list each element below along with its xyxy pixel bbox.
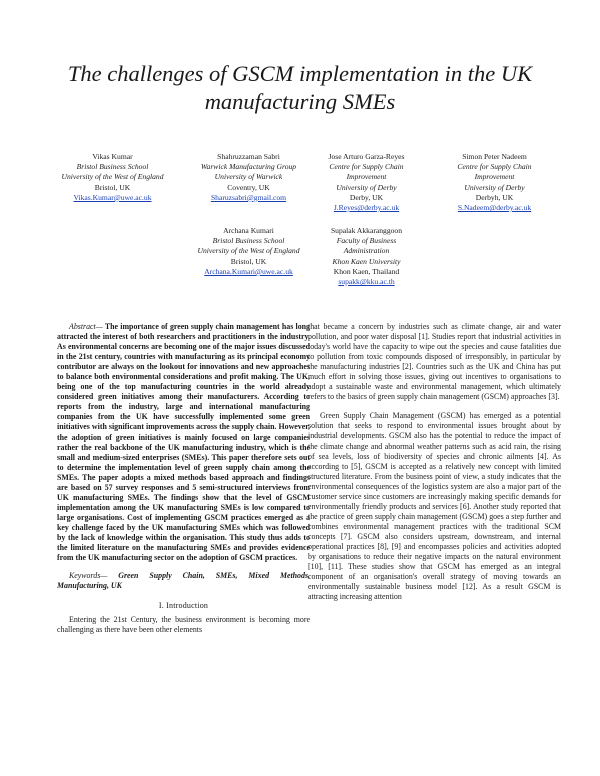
author-name: Simon Peter Nadeem <box>462 152 527 161</box>
author-location: Khon Kaen, Thailand <box>333 266 400 276</box>
author-affiliation: University of the West of England <box>61 172 164 182</box>
author-name: Shahruzzaman Sabri <box>217 152 280 161</box>
author-name: Jose Arturo Garza-Reyes <box>328 152 405 161</box>
author-name: Vikas Kumar <box>92 152 133 161</box>
author-affiliation: University of Derby <box>464 182 525 192</box>
section-heading: I. Introduction <box>158 601 209 611</box>
author-email-link[interactable]: J.Reyes@derby.ac.uk <box>333 203 400 213</box>
author-location: Coventry, UK <box>227 182 270 192</box>
paper-title <box>40 60 560 116</box>
author-location: Bristol, UK <box>230 256 267 266</box>
abstract-text: The importance of green supply chain management has long attracted the interest of both researchers and practitioners in the industry. As environmental concerns are becoming one of the major issues discussed in the 21st century, countries with manufacturing as its principal economy contributor are always on the lookout for innovations and new approaches to balance both environmental considerations and profit making. The UK, being one of the top manufacturing countries in the world already considered green initiatives among their manufacturers. According to reports from the industry, large and international manufacturing companies from the UK have successfully implemented some green initiatives with significant improvements across the supply chain. However, the adoption of green initiatives is mainly focused on large companies rather the real backbone of the UK manufacturing industry, which is the small and medium-sized enterprises (SMEs). This paper therefore sets out to determine the implementation level of green supply chain among the SMEs. The paper adopts a mixed methods based approach and findings are based on 57 survey responses and 5 semi-structured interviews from UK manufacturing SMEs. The findings show that the level of GSCM implementation among the UK manufacturing SMEs is low compared to large organisations. Cost of implementing GSCM practices emerged as a key challenge faced by the UK manufacturing SMEs which was followed by the lack of knowledge within the organisation. This study thus adds to the limited literature on the manufacturing SMEs and provides evidence from the UK manufacturing sector on the adoption of GSCM practices. <box>57 322 310 563</box>
body-paragraph: Green Supply Chain Management (GSCM) has emerged as a potential solution that seeks to respond to environmental issues brought about by industrial developments. GSCM also has the potential to reduce the impact of the climate change and abnormal weather patterns such as acid rain, the rising of sea levels, loss of biodiversity of species and chronic ailments [4]. As according to [5], GSCM is accepted as a relatively new concept with limited structured literature. From the business point of view, a study indicates that the environmental consequences of the logistics system are also a major part of the customer service since customers are increasingly making specific demands for environmentally friendly products and services [6]. Another study reported that the practice of green supply chain management (GSCM) goes a step further and combines environmental management practices with the traditional SCM concepts [7]. GSCM also considers upstream, downstream, and internal operational practices [8], [9] and encompasses policies and activities adopted by organisations to reduce their negative impacts on the natural environment [10], [11]. These studies show that GSCM has emerged as an integral component of an organisation's overall strategy of moving towards an environmentally sustainable business model [12]. As a result GSCM is attracting increasing attention <box>308 411 561 602</box>
author-block <box>40 152 185 203</box>
author-email-link[interactable]: Sharuzsabri@gmail.com <box>210 192 287 202</box>
author-affiliation: Improvement <box>474 172 515 182</box>
abstract <box>57 322 310 563</box>
author-affiliation: Bristol Business School <box>76 162 149 172</box>
author-block <box>422 152 567 213</box>
author-block <box>294 152 439 213</box>
keywords-text: Green Supply Chain, SMEs, Mixed Methods, Manufacturing, UK <box>57 571 310 591</box>
author-affiliation: Centre for Supply Chain <box>457 162 532 172</box>
author-affiliation: University of Derby <box>336 182 397 192</box>
author-email-link[interactable]: Archana.Kumari@uwe.ac.uk <box>204 266 293 276</box>
author-affiliation: Faculty of Business <box>336 236 397 246</box>
abstract-label: Abstract— <box>69 322 103 331</box>
author-email-link[interactable]: S.Nadeem@derby.ac.uk <box>457 203 532 213</box>
author-block <box>294 226 439 287</box>
author-affiliation: Warwick Manufacturing Group <box>200 162 297 172</box>
author-email-link[interactable]: Vikas.Kumar@uwe.ac.uk <box>73 192 152 202</box>
author-affiliation: Khon Kaen University <box>332 256 401 266</box>
keywords-label: Keywords— <box>69 571 108 581</box>
title-line-2: manufacturing SMEs <box>204 89 396 114</box>
title-line-1: The challenges of GSCM implementation in the UK <box>67 61 533 86</box>
right-column <box>308 322 561 602</box>
author-email-link[interactable]: supakk@kku.ac.th <box>338 277 395 287</box>
author-name: Archana Kumari <box>223 226 274 235</box>
keywords <box>57 571 310 591</box>
author-affiliation: Bristol Business School <box>212 236 285 246</box>
author-affiliation: University of Warwick <box>214 172 283 182</box>
body-paragraph: that became a concern by industries such as climate change, air and water pollution, and poor water disposal [1]. Studies report that industrial activities in today's world have the capacity to wipe out the species and cause fatalities due to pollution from toxic compounds disposed of irresponsibly, in particular by the manufacturing industries [2]. Countries such as the UK and China has put much effort in solving those issues, giving out incentives to organisations to adopt a sustainable waste and environmental management, which ultimately refers to the basics of green supply chain management (GSCM) approaches [3]. <box>308 322 561 402</box>
author-location: Derbyh, UK <box>475 192 514 202</box>
author-affiliation: Improvement <box>346 172 387 182</box>
author-name: Supalak Akkaranggoon <box>330 226 403 235</box>
author-affiliation: Administration <box>343 246 390 256</box>
author-location: Bristol, UK <box>94 182 131 192</box>
author-affiliation: University of the West of England <box>197 246 300 256</box>
author-affiliation: Centre for Supply Chain <box>329 162 404 172</box>
author-location: Derby, UK <box>349 192 384 202</box>
intro-paragraph: Entering the 21st Century, the business environment is becoming more challenging as there have been other elements <box>57 615 310 635</box>
left-column <box>57 322 310 635</box>
